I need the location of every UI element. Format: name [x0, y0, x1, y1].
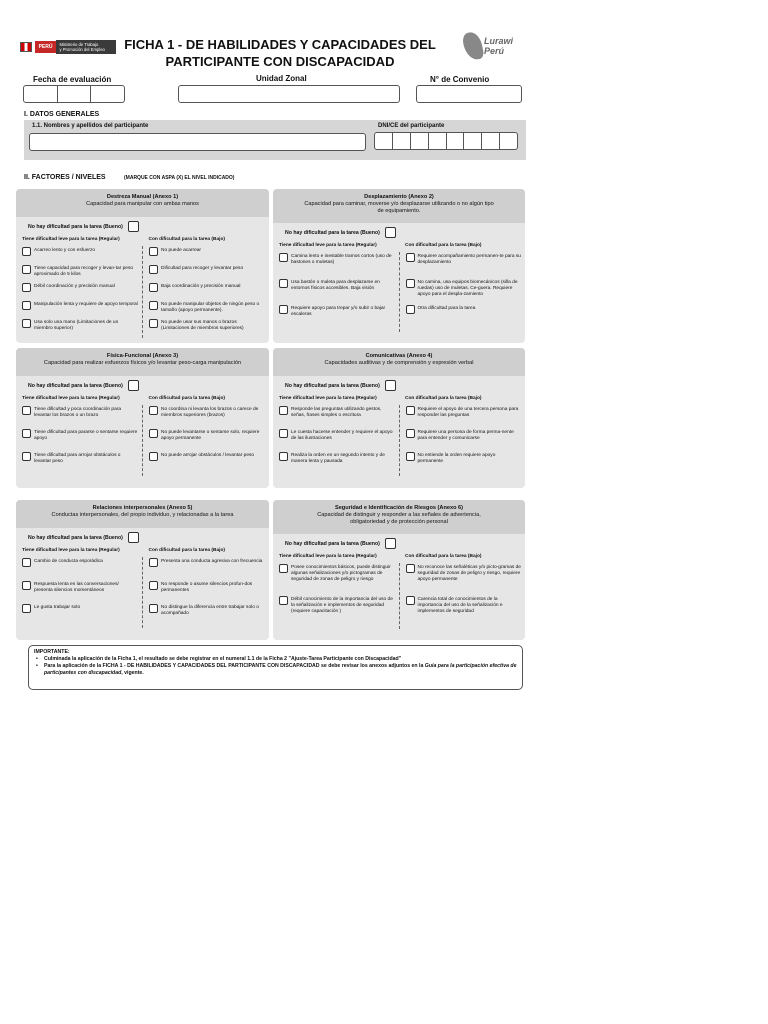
bueno-checkbox[interactable] [128, 380, 139, 391]
option-item[interactable] [149, 302, 265, 320]
bueno-checkbox[interactable] [128, 532, 139, 543]
bajo-checkbox[interactable] [406, 452, 415, 461]
option-item[interactable] [279, 453, 395, 476]
column-headers [16, 548, 269, 553]
panel-seguridad-riesgos [273, 500, 525, 640]
factores-note: (MARQUE CON ASPA (X) EL NIVEL INDICADO) [124, 175, 235, 181]
option-item[interactable] [149, 320, 265, 338]
no-difficulty-label: No hay dificultad para la tarea (Bueno) [285, 229, 380, 236]
option-item[interactable] [279, 430, 395, 453]
no-difficulty-label: No hay dificultad para la tarea (Bueno) [28, 534, 123, 541]
regular-column [273, 405, 399, 476]
option-item[interactable] [406, 597, 522, 629]
option-label: Le gusta trabajar solo [34, 605, 81, 610]
option-label: Baja coordinación y precisión manual [161, 284, 241, 289]
option-label: No coordina ni levanta los brazos o carece de miembros superiores (brazos) [161, 407, 259, 418]
option-label: No camina, usa equipos biomecánicos (silla de ruedas) uso de muletas. Ce-guera. Requiere apoyo para el despla-zamiento [417, 280, 518, 297]
option-label: Requiere una persona de forma perma-nente para entender y comunicarse [417, 430, 514, 441]
option-label: Requiere el apoyo de una tercera persona para responder las preguntas [417, 407, 519, 418]
bajo-checkbox[interactable] [149, 558, 158, 567]
option-label: Débil conocimiento de la importancia del uso de la señalización e implementos de seguridad (requiere capacitación ) [291, 597, 393, 614]
column-headers [273, 396, 525, 401]
option-item[interactable] [279, 306, 395, 332]
important-item-2-end: , vigente. [121, 670, 144, 676]
regular-column-header: Tiene dificultad leve para la tarea (Regular) [279, 243, 377, 248]
bajo-checkbox[interactable] [149, 283, 158, 292]
panel-header [16, 348, 269, 376]
bajo-checkbox[interactable] [406, 429, 415, 438]
panel-subtitle: Capacidad para manipular con ambas manos [86, 201, 199, 207]
option-item[interactable] [22, 248, 138, 266]
option-item[interactable] [406, 565, 522, 597]
bajo-column-header: Con dificultad para la tarea (Bajo) [405, 396, 482, 401]
dni-digit-box[interactable] [411, 132, 429, 150]
regular-column-header: Tiene dificultad leve para la tarea (Regular) [22, 396, 120, 401]
option-label: No reconoce las señaléticas y/o picto-gramas de seguridad de zonas de peligro y riesgo, requiere apoyo permanente [417, 565, 521, 582]
nombres-field[interactable] [29, 133, 366, 151]
convenio-label: N° de Convenio [430, 75, 490, 84]
regular-checkbox[interactable] [22, 301, 31, 310]
option-label: Le cuesta hacerse entender y requiere el apoyo de las ilustraciones [291, 430, 393, 441]
important-item-2-text: Para la aplicación de la FICHA 1 - DE HABILIDADES Y CAPACIDADES DEL PARTICIPANTE CON DISCAPACIDAD se debe revisar los anexos adjuntos en la [44, 663, 425, 669]
no-difficulty-row [16, 217, 269, 232]
bajo-checkbox[interactable] [149, 301, 158, 310]
important-item-2 [34, 663, 517, 677]
convenio-field[interactable] [416, 85, 522, 103]
bajo-column [399, 563, 526, 629]
option-label: No puede levantarse o sentarse solo, requiere apoyo permanente [161, 430, 260, 441]
fecha-day-field[interactable] [23, 85, 58, 103]
important-heading: IMPORTANTE: [34, 649, 70, 655]
dni-digit-box[interactable] [429, 132, 447, 150]
option-label: No distingue la diferencia entre trabajar solo o acompañado [161, 605, 259, 616]
panel-title: Desplazamiento (Anexo 2) [364, 194, 434, 200]
dni-digit-box[interactable] [374, 132, 393, 150]
regular-checkbox[interactable] [22, 247, 31, 256]
options-grid [16, 246, 269, 338]
panel-comunicativas [273, 348, 525, 488]
no-difficulty-label: No hay dificultad para la tarea (Bueno) [28, 223, 123, 230]
fecha-field[interactable] [23, 85, 125, 103]
panel-title: Comunicativas (Anexo 4) [365, 353, 433, 359]
option-item[interactable] [406, 453, 522, 476]
regular-checkbox[interactable] [22, 581, 31, 590]
bajo-checkbox[interactable] [406, 253, 415, 262]
regular-column-header: Tiene dificultad leve para la tarea (Regular) [279, 396, 377, 401]
bajo-column [142, 405, 269, 476]
column-headers [16, 396, 269, 401]
regular-checkbox[interactable] [22, 604, 31, 613]
option-item[interactable] [279, 280, 395, 306]
option-label: Dificultad para recoger y levantar peso [161, 266, 244, 271]
column-headers [273, 554, 525, 559]
factores-title: II. FACTORES / NIVELES [24, 174, 106, 181]
option-item[interactable] [22, 284, 138, 302]
option-label: No puede manipular objetos de ningún peso o tamaño (apoyo permanente). [161, 302, 260, 313]
option-item[interactable] [149, 284, 265, 302]
regular-checkbox[interactable] [22, 558, 31, 567]
no-difficulty-row [16, 528, 269, 543]
option-item[interactable] [149, 266, 265, 284]
panel-desplazamiento [273, 189, 525, 343]
fecha-label: Fecha de evaluación [33, 75, 112, 84]
option-item[interactable] [22, 266, 138, 284]
options-grid [16, 405, 269, 476]
option-label: Acarreo lento y con esfuerzo [34, 248, 96, 253]
regular-column-header: Tiene dificultad leve para la tarea (Regular) [279, 554, 377, 559]
option-label: No puede arrojar obstáculos / levantar peso [161, 453, 255, 458]
lurawi-logo [462, 30, 522, 64]
bajo-column [142, 557, 269, 628]
logo-ministry [56, 40, 116, 54]
bajo-checkbox[interactable] [406, 279, 415, 288]
option-item[interactable] [149, 430, 265, 453]
option-label: Responde las preguntas utilizando gestos, señas, frases simples o escritura [291, 407, 382, 418]
bajo-column-header: Con dificultad para la tarea (Bajo) [405, 554, 482, 559]
option-item[interactable] [406, 280, 522, 306]
options-grid [273, 405, 525, 476]
unidad-label: Unidad Zonal [256, 74, 307, 83]
regular-column [16, 246, 142, 338]
logo-ministry-line2: y Promoción del Empleo [59, 47, 105, 52]
option-item[interactable] [149, 248, 265, 266]
dni-digit-box[interactable] [464, 132, 482, 150]
panel-title: Seguridad e Identificación de Riesgos (Anexo 6) [334, 505, 464, 511]
option-item[interactable] [279, 254, 395, 280]
panel-relaciones-interpersonales [16, 500, 269, 640]
option-item[interactable] [149, 407, 265, 430]
regular-checkbox[interactable] [22, 429, 31, 438]
title-line1: FICHA 1 - DE HABILIDADES Y CAPACIDADES DEL [124, 37, 436, 52]
bajo-checkbox[interactable] [149, 581, 158, 590]
bueno-checkbox[interactable] [385, 380, 396, 391]
option-item[interactable] [22, 453, 138, 476]
panel-header [273, 500, 525, 534]
option-item[interactable] [22, 430, 138, 453]
regular-checkbox[interactable] [22, 319, 31, 328]
regular-column [273, 252, 399, 332]
option-label: Carencia total de conocimientos de la importancia del uso de la señalización e implementos de seguridad [417, 597, 503, 614]
bajo-column [399, 405, 526, 476]
option-item[interactable] [279, 407, 395, 430]
options-grid [16, 557, 269, 628]
peru-shield-icon [20, 42, 32, 52]
bajo-checkbox[interactable] [149, 429, 158, 438]
option-label: Posee conocimientos básicos, puede distinguir algunas señalizaciones y/o pictogramas de seguridad de zonas de peligro y riesgo [291, 565, 391, 582]
option-label: Tiene dificultad para pararse o sentarse requiere apoyo [34, 430, 138, 441]
dni-digit-box[interactable] [393, 132, 411, 150]
no-difficulty-row [273, 376, 525, 391]
option-item[interactable] [406, 430, 522, 453]
regular-column-header: Tiene dificultad leve para la tarea (Regular) [22, 237, 120, 242]
panel-header [273, 348, 525, 376]
regular-checkbox[interactable] [279, 406, 288, 415]
panel-subtitle: Capacidad de distinguir y responder a las señales de advertencia, [317, 512, 481, 518]
datos-generales-title: I. DATOS GENERALES [24, 111, 100, 118]
option-label: Tiene dificultad para arrojar obstáculos o levantar peso [34, 453, 121, 464]
bueno-checkbox[interactable] [128, 221, 139, 232]
regular-checkbox[interactable] [279, 452, 288, 461]
regular-checkbox[interactable] [22, 406, 31, 415]
option-item[interactable] [22, 605, 138, 628]
option-item[interactable] [149, 559, 265, 582]
bajo-checkbox[interactable] [149, 319, 158, 328]
logo-ministry-line1: Ministerio de Trabajo [59, 42, 99, 47]
dni-label: DNI/CE del participante [378, 123, 445, 129]
panel-title: Física-Funcional (Anexo 3) [106, 353, 179, 359]
option-item[interactable] [22, 582, 138, 605]
peru-map-icon [461, 30, 484, 61]
option-item[interactable] [149, 605, 265, 628]
bajo-column-header: Con dificultad para la tarea (Bajo) [148, 396, 225, 401]
no-difficulty-label: No hay dificultad para la tarea (Bueno) [28, 382, 123, 389]
bajo-checkbox[interactable] [149, 604, 158, 613]
regular-checkbox[interactable] [279, 279, 288, 288]
option-label: Respuesta lenta en las conversaciones/ presenta silencios momentáneos [34, 582, 119, 593]
option-item[interactable] [406, 407, 522, 430]
option-label: Usa solo una mano (Limitaciones de un miembro superior) [34, 320, 119, 331]
options-grid [273, 252, 525, 332]
no-difficulty-label: No hay dificultad para la tarea (Bueno) [285, 382, 380, 389]
option-item[interactable] [22, 559, 138, 582]
regular-column-header: Tiene dificultad leve para la tarea (Regular) [22, 548, 120, 553]
fecha-year-field[interactable] [91, 85, 125, 103]
unidad-zonal-field[interactable] [178, 85, 400, 103]
regular-checkbox[interactable] [22, 452, 31, 461]
bajo-checkbox[interactable] [149, 265, 158, 274]
panel-header [273, 189, 525, 223]
option-label: Usa bastón o muleta para desplazarse en entornos físicos accesibles. Baja visión [291, 280, 380, 291]
bajo-checkbox[interactable] [149, 406, 158, 415]
option-label: No puede usar sus manos o brazos (Limitaciones de miembros superiores) [161, 320, 244, 331]
panel-title: Relaciones interpersonales (Anexo 5) [92, 505, 193, 511]
option-label: Camina lento e inestable tramos cortos (uso de bastones o muletas) [291, 254, 392, 265]
column-headers [16, 237, 269, 242]
dni-digit-box[interactable] [447, 132, 465, 150]
nombres-label: 1.1. Nombres y apellidos del participante [32, 123, 149, 129]
no-difficulty-row [273, 223, 525, 238]
option-label: Débil coordinación y precisión manual [34, 284, 115, 289]
regular-checkbox[interactable] [279, 596, 288, 605]
panel-fisica-funcional [16, 348, 269, 488]
bueno-checkbox[interactable] [385, 538, 396, 549]
ministry-logo [20, 38, 116, 56]
option-label: Requiere acompañamiento permanen-te para su desplazamiento [417, 254, 521, 265]
regular-checkbox[interactable] [279, 305, 288, 314]
regular-checkbox[interactable] [279, 564, 288, 573]
bajo-column [399, 252, 526, 332]
regular-column [16, 405, 142, 476]
option-label: Otra dificultad para la tarea [417, 306, 476, 311]
bajo-column-header: Con dificultad para la tarea (Bajo) [405, 243, 482, 248]
bajo-column [142, 246, 269, 338]
logo-right-line1: Lurawi [484, 36, 514, 46]
fecha-month-field[interactable] [58, 85, 92, 103]
panel-header [16, 189, 269, 217]
bajo-checkbox[interactable] [149, 247, 158, 256]
option-item[interactable] [279, 597, 395, 629]
page-title [120, 36, 440, 70]
bajo-checkbox[interactable] [406, 564, 415, 573]
no-difficulty-label: No hay dificultad para la tarea (Bueno) [285, 540, 380, 547]
dni-field[interactable] [374, 132, 518, 150]
option-item[interactable] [22, 302, 138, 320]
options-grid [273, 563, 525, 629]
no-difficulty-row [273, 534, 525, 549]
option-item[interactable] [406, 254, 522, 280]
option-label: Cambio de conducta esporádica [34, 559, 103, 564]
logo-country: PERÚ [35, 41, 57, 53]
bajo-column-header: Con dificultad para la tarea (Bajo) [148, 548, 225, 553]
option-item[interactable] [22, 320, 138, 338]
option-item[interactable] [149, 453, 265, 476]
option-label: Requiere apoyo para trepar y/o subir o bajar escaleras [291, 306, 386, 317]
bajo-checkbox[interactable] [406, 406, 415, 415]
panel-subtitle: de equipamiento. [377, 208, 421, 214]
regular-column [273, 563, 399, 629]
panel-header [16, 500, 269, 528]
column-headers [273, 243, 525, 248]
option-item[interactable] [279, 565, 395, 597]
regular-checkbox[interactable] [22, 265, 31, 274]
bajo-checkbox[interactable] [149, 452, 158, 461]
regular-checkbox[interactable] [22, 283, 31, 292]
option-label: No entiende la orden requiere apoyo permanente [417, 453, 496, 464]
option-item[interactable] [149, 582, 265, 605]
no-difficulty-row [16, 376, 269, 391]
panel-title: Destreza Manual (Anexo 1) [106, 194, 179, 200]
option-label: Realiza la orden en un segundo intento y de manera lenta y pausada [291, 453, 385, 464]
bueno-checkbox[interactable] [385, 227, 396, 238]
dni-digit-box[interactable] [482, 132, 500, 150]
option-label: No puede acarrear [161, 248, 201, 253]
panel-subtitle: Capacidad para caminar, moverse y/o desplazarse utilizando o no algún tipo [304, 201, 494, 207]
panel-subtitle: Capacidades auditivas y de comprensión y expresión verbal [324, 360, 474, 366]
panel-subtitle: obligatoriedad y de protección personal [350, 519, 448, 525]
title-line2: PARTICIPANTE CON DISCAPACIDAD [165, 54, 395, 69]
important-notes [28, 645, 523, 690]
option-item[interactable] [406, 306, 522, 332]
option-item[interactable] [22, 407, 138, 430]
regular-checkbox[interactable] [279, 429, 288, 438]
option-label: Manipulación lenta y requiere de apoyo temporal [34, 302, 138, 307]
regular-checkbox[interactable] [279, 253, 288, 262]
important-item-1: • Culminada la aplicación de la Ficha 1, el resultado se debe registrar en el numeral 1.1 de la Ficha 2 "Ajuste-Tarea Participante con Discapacidad" [34, 656, 517, 663]
option-label: Tiene capacidad para recoger y levan-tar peso aproximado de 5 kilos [34, 266, 134, 277]
logo-right-line2: Perú [484, 46, 505, 56]
panel-subtitle: Conductas interpersonales, del propio individuo, y relacionadas a la tarea [51, 512, 234, 518]
option-label: No responde o asume silencios profun-dos permanentes [161, 582, 253, 593]
bajo-column-header: Con dificultad para la tarea (Bajo) [148, 237, 225, 242]
bajo-checkbox[interactable] [406, 305, 415, 314]
regular-column [16, 557, 142, 628]
panel-destreza-manual [16, 189, 269, 343]
panel-subtitle: Capacidad para realizar esfuerzos físicos y/o levantar peso-carga manipulación [43, 360, 242, 366]
option-label: Presenta una conducta agresiva con frecuencia [161, 559, 263, 564]
bajo-checkbox[interactable] [406, 596, 415, 605]
important-guide-title: Guía para la participación efectiva de participantes con discapacidad [44, 663, 517, 676]
option-label: Tiene dificultad y poca coordinación para levantar los brazos o un brazo [34, 407, 122, 418]
dni-digit-box[interactable] [500, 132, 518, 150]
